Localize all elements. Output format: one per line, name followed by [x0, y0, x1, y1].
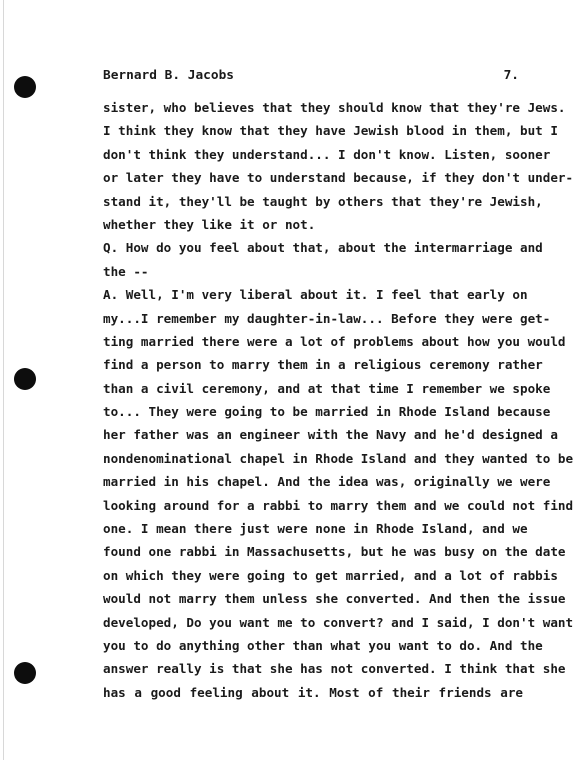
binder-hole-bottom [14, 662, 36, 684]
page-number: 7. [503, 68, 519, 83]
transcript-line: find a person to marry them in a religious ceremony rather [103, 357, 543, 373]
transcript-line: married in his chapel. And the idea was, originally we were [103, 474, 551, 490]
transcript-line: on which they were going to get married, and a lot of rabbis [103, 567, 558, 583]
transcript-line: you to do anything other than what you want to do. And the [103, 637, 543, 653]
transcript-line: developed, Do you want me to convert? and I said, I don't want [103, 614, 574, 630]
transcript-line: my...I remember my daughter-in-law... Before they were get- [103, 310, 551, 326]
transcript-line: nondenominational chapel in Rhode Island and they wanted to be [103, 450, 574, 466]
page-edge-line [3, 0, 4, 760]
transcript-line: whether they like it or not. [103, 216, 316, 232]
transcript-line: answer really is that she has not converted. I think that she [103, 661, 566, 677]
transcript-line: don't think they understand... I don't know. Listen, sooner [103, 146, 551, 162]
transcript-line: I think they know that they have Jewish blood in them, but I [103, 123, 558, 139]
header-name: Bernard B. Jacobs [103, 68, 234, 83]
binder-hole-top [14, 76, 36, 98]
transcript-line: would not marry them unless she converted. And then the issue [103, 591, 566, 607]
transcript-line: her father was an engineer with the Navy and he'd designed a [103, 427, 558, 443]
transcript-line: found one rabbi in Massachusetts, but he was busy on the date [103, 544, 566, 560]
transcript-line: than a civil ceremony, and at that time I remember we spoke [103, 380, 551, 396]
transcript-line: or later they have to understand because, if they don't under- [103, 170, 574, 186]
binder-hole-middle [14, 368, 36, 390]
transcript-line: to... They were going to be married in Rhode Island because [103, 404, 551, 420]
transcript-line: Q. How do you feel about that, about the intermarriage and [103, 240, 543, 256]
transcript-line: the -- [103, 263, 149, 279]
transcript-line: A. Well, I'm very liberal about it. I feel that early on [103, 287, 528, 303]
transcript-line: looking around for a rabbi to marry them and we could not find [103, 497, 574, 513]
page-header [103, 67, 519, 85]
transcript-line: ting married there were a lot of problems about how you would [103, 333, 566, 349]
transcript-line: stand it, they'll be taught by others that they're Jewish, [103, 193, 543, 209]
transcript-line: one. I mean there just were none in Rhode Island, and we [103, 521, 528, 537]
transcript-body [103, 96, 574, 704]
transcript-line: sister, who believes that they should know that they're Jews. [103, 100, 566, 115]
transcript-line: has a good feeling about it. Most of their friends are [103, 684, 523, 700]
